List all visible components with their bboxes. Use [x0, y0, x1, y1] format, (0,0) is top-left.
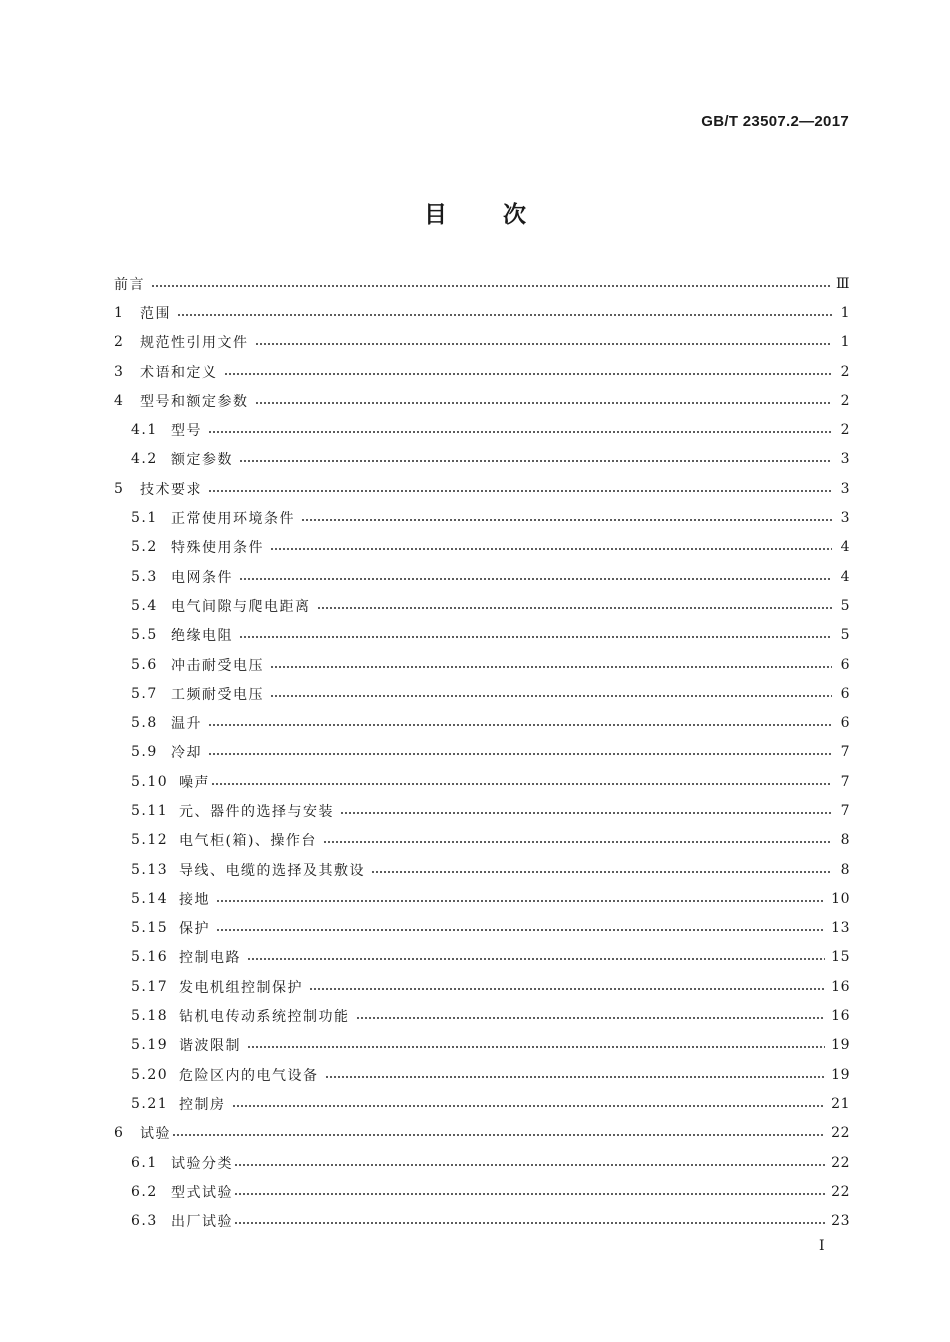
toc-entry-number: 5.8	[131, 715, 158, 732]
toc-entry-title: 电网条件	[171, 569, 233, 586]
toc-entry[interactable]	[114, 650, 850, 679]
toc-entry-page: Ⅲ	[835, 275, 850, 292]
dot-leader	[270, 548, 832, 550]
toc-entry[interactable]	[114, 1177, 850, 1206]
toc-entry-number: 4.2	[131, 451, 158, 468]
dot-leader	[172, 1134, 825, 1136]
toc-entry-title: 型号	[171, 423, 202, 440]
toc-entry[interactable]	[114, 503, 850, 532]
dot-leader	[325, 1076, 826, 1078]
toc-entry-page: 19	[831, 1037, 850, 1054]
dot-leader	[234, 1164, 825, 1166]
toc-entry[interactable]	[114, 738, 850, 767]
toc-entry-number: 4	[114, 392, 125, 409]
page-number: I	[819, 1238, 825, 1254]
dot-leader	[239, 460, 832, 462]
dot-leader	[247, 958, 825, 960]
dot-leader	[270, 695, 832, 697]
dot-leader	[208, 724, 832, 726]
toc-entry[interactable]	[114, 1031, 850, 1060]
toc-entry[interactable]	[114, 269, 850, 298]
toc-entry-page: 19	[831, 1066, 850, 1083]
toc-entry-page: 7	[840, 744, 850, 761]
toc-entry-title: 术语和定义	[140, 364, 218, 381]
toc-entry[interactable]	[114, 1060, 850, 1089]
toc-entry-page: 21	[831, 1095, 850, 1112]
toc-entry-number: 5.12	[131, 832, 169, 849]
toc-entry-page: 10	[831, 890, 850, 907]
toc-entry-title: 危险区内的电气设备	[179, 1067, 319, 1084]
toc-entry-page: 3	[840, 480, 850, 497]
toc-entry-page: 5	[840, 597, 850, 614]
dot-leader	[340, 812, 832, 814]
toc-entry-page: 3	[840, 510, 850, 527]
toc-entry-title: 冲击耐受电压	[171, 657, 264, 674]
toc-entry[interactable]	[114, 621, 850, 650]
toc-entry-title: 绝缘电阻	[171, 628, 233, 645]
toc-entry-title: 型号和额定参数	[140, 393, 249, 410]
table-of-contents	[114, 269, 850, 1236]
dot-leader	[301, 519, 832, 521]
toc-entry-number: 5.14	[131, 890, 169, 907]
toc-entry[interactable]	[114, 884, 850, 913]
toc-entry-number: 5.17	[131, 978, 169, 995]
toc-entry[interactable]	[114, 415, 850, 444]
toc-entry-number: 4.1	[131, 422, 158, 439]
toc-entry-page: 13	[831, 920, 850, 937]
toc-entry-title: 工频耐受电压	[171, 686, 264, 703]
toc-entry-title: 正常使用环境条件	[171, 511, 295, 528]
dot-leader	[270, 666, 832, 668]
toc-entry[interactable]	[114, 708, 850, 737]
toc-entry-title: 规范性引用文件	[140, 335, 249, 352]
toc-entry[interactable]	[114, 328, 850, 357]
toc-entry[interactable]	[114, 357, 850, 386]
toc-entry-page: 22	[831, 1154, 850, 1171]
dot-leader	[239, 636, 832, 638]
toc-entry-page: 1	[840, 304, 850, 321]
toc-entry-page: 22	[831, 1183, 850, 1200]
toc-entry[interactable]	[114, 855, 850, 884]
toc-entry-page: 5	[840, 627, 850, 644]
toc-entry-title: 温升	[171, 716, 202, 733]
toc-entry-number: 5.18	[131, 1008, 169, 1025]
toc-entry-number: 3	[114, 363, 125, 380]
dot-leader	[323, 841, 832, 843]
toc-entry-page: 1	[840, 334, 850, 351]
toc-entry-title: 元、器件的选择与安装	[179, 803, 334, 820]
toc-entry-page: 7	[840, 802, 850, 819]
toc-entry-number: 5.16	[131, 949, 169, 966]
toc-entry-page: 2	[840, 422, 850, 439]
toc-entry-title: 型式试验	[171, 1184, 233, 1201]
toc-entry-number: 6.2	[131, 1183, 158, 1200]
toc-entry-title: 额定参数	[171, 452, 233, 469]
dot-leader	[216, 900, 825, 902]
toc-entry-number: 5.6	[131, 656, 158, 673]
toc-entry-page: 8	[840, 861, 850, 878]
toc-entry[interactable]	[114, 1148, 850, 1177]
toc-entry-number: 1	[114, 304, 125, 321]
toc-entry-page: 2	[840, 392, 850, 409]
toc-entry-page: 3	[840, 451, 850, 468]
dot-leader	[216, 929, 825, 931]
toc-entry-number: 6.3	[131, 1213, 158, 1230]
toc-entry-number: 5.3	[131, 568, 158, 585]
toc-entry-number: 5	[114, 480, 125, 497]
toc-entry-page: 23	[831, 1213, 850, 1230]
toc-entry-number: 5.20	[131, 1066, 169, 1083]
dot-leader	[208, 431, 832, 433]
toc-entry-number: 5.15	[131, 920, 169, 937]
toc-entry-page: 6	[840, 715, 850, 732]
toc-entry[interactable]	[114, 767, 850, 796]
toc-entry-page: 6	[840, 685, 850, 702]
toc-entry[interactable]	[114, 1001, 850, 1030]
toc-entry-title: 特殊使用条件	[171, 540, 264, 557]
dot-leader	[208, 490, 832, 492]
toc-entry-title: 范围	[140, 305, 171, 322]
standard-code: GB/T 23507.2—2017	[701, 113, 849, 130]
dot-leader	[151, 285, 830, 287]
toc-entry-title: 控制房	[179, 1096, 226, 1113]
toc-entry[interactable]	[114, 796, 850, 825]
toc-entry-title: 电气间隙与爬电距离	[171, 598, 311, 615]
toc-entry-number: 6	[114, 1125, 125, 1142]
toc-entry-title: 技术要求	[140, 481, 202, 498]
toc-entry-page: 22	[831, 1125, 850, 1142]
toc-entry-page: 16	[831, 978, 850, 995]
toc-entry-title: 噪声	[179, 774, 210, 791]
toc-entry-page: 2	[840, 363, 850, 380]
toc-entry[interactable]	[114, 298, 850, 327]
toc-entry-number: 5.4	[131, 597, 158, 614]
toc-entry-title: 试验分类	[171, 1155, 233, 1172]
toc-entry-title: 保护	[179, 921, 210, 938]
toc-entry-page: 15	[831, 949, 850, 966]
toc-entry[interactable]	[114, 474, 850, 503]
toc-entry-title: 冷却	[171, 745, 202, 762]
toc-entry-page: 4	[840, 568, 850, 585]
toc-entry-title: 控制电路	[179, 950, 241, 967]
toc-entry-page: 16	[831, 1008, 850, 1025]
dot-leader	[255, 343, 833, 345]
toc-entry-number: 5.11	[131, 802, 169, 819]
dot-leader	[234, 1193, 825, 1195]
toc-entry-number: 5.10	[131, 773, 169, 790]
toc-entry-number: 5.5	[131, 627, 158, 644]
toc-entry[interactable]	[114, 1207, 850, 1236]
toc-entry-title: 接地	[179, 891, 210, 908]
toc-entry-title: 试验	[140, 1126, 171, 1143]
dot-leader	[232, 1105, 826, 1107]
toc-entry-page: 8	[840, 832, 850, 849]
dot-leader	[224, 373, 833, 375]
dot-leader	[247, 1046, 825, 1048]
toc-entry-number: 5.9	[131, 744, 158, 761]
toc-entry-title: 出厂试验	[171, 1214, 233, 1231]
page-title: 目次	[424, 202, 582, 228]
toc-entry-number: 5.21	[131, 1095, 169, 1112]
dot-leader	[211, 783, 832, 785]
toc-entry[interactable]	[114, 533, 850, 562]
dot-leader	[371, 871, 832, 873]
toc-entry-title: 导线、电缆的选择及其敷设	[179, 862, 365, 879]
dot-leader	[356, 1017, 826, 1019]
toc-entry[interactable]	[114, 972, 850, 1001]
toc-entry-title: 发电机组控制保护	[179, 979, 303, 996]
dot-leader	[255, 402, 833, 404]
toc-entry-number: 6.1	[131, 1154, 158, 1171]
toc-entry-title: 钻机电传动系统控制功能	[179, 1009, 350, 1026]
toc-entry-page: 6	[840, 656, 850, 673]
toc-entry[interactable]	[114, 826, 850, 855]
toc-entry[interactable]	[114, 445, 850, 474]
toc-entry[interactable]	[114, 562, 850, 591]
toc-entry-title: 前言	[114, 276, 145, 293]
toc-entry-title: 电气柜(箱)、操作台	[179, 833, 317, 850]
toc-entry[interactable]	[114, 591, 850, 620]
toc-entry[interactable]	[114, 1089, 850, 1118]
dot-leader	[309, 988, 825, 990]
dot-leader	[234, 1222, 825, 1224]
toc-entry-title: 谐波限制	[179, 1038, 241, 1055]
toc-entry-number: 5.2	[131, 539, 158, 556]
toc-entry[interactable]	[114, 679, 850, 708]
toc-entry[interactable]	[114, 914, 850, 943]
toc-entry-number: 5.1	[131, 510, 158, 527]
toc-entry-number: 5.19	[131, 1037, 169, 1054]
dot-leader	[208, 753, 832, 755]
dot-leader	[177, 314, 832, 316]
toc-entry-page: 4	[840, 539, 850, 556]
toc-entry-number: 5.13	[131, 861, 169, 878]
toc-entry-number: 2	[114, 334, 125, 351]
dot-leader	[239, 578, 832, 580]
toc-entry[interactable]	[114, 943, 850, 972]
toc-entry-page: 7	[840, 773, 850, 790]
toc-entry-number: 5.7	[131, 685, 158, 702]
toc-entry[interactable]	[114, 386, 850, 415]
dot-leader	[317, 607, 833, 609]
toc-entry[interactable]	[114, 1119, 850, 1148]
